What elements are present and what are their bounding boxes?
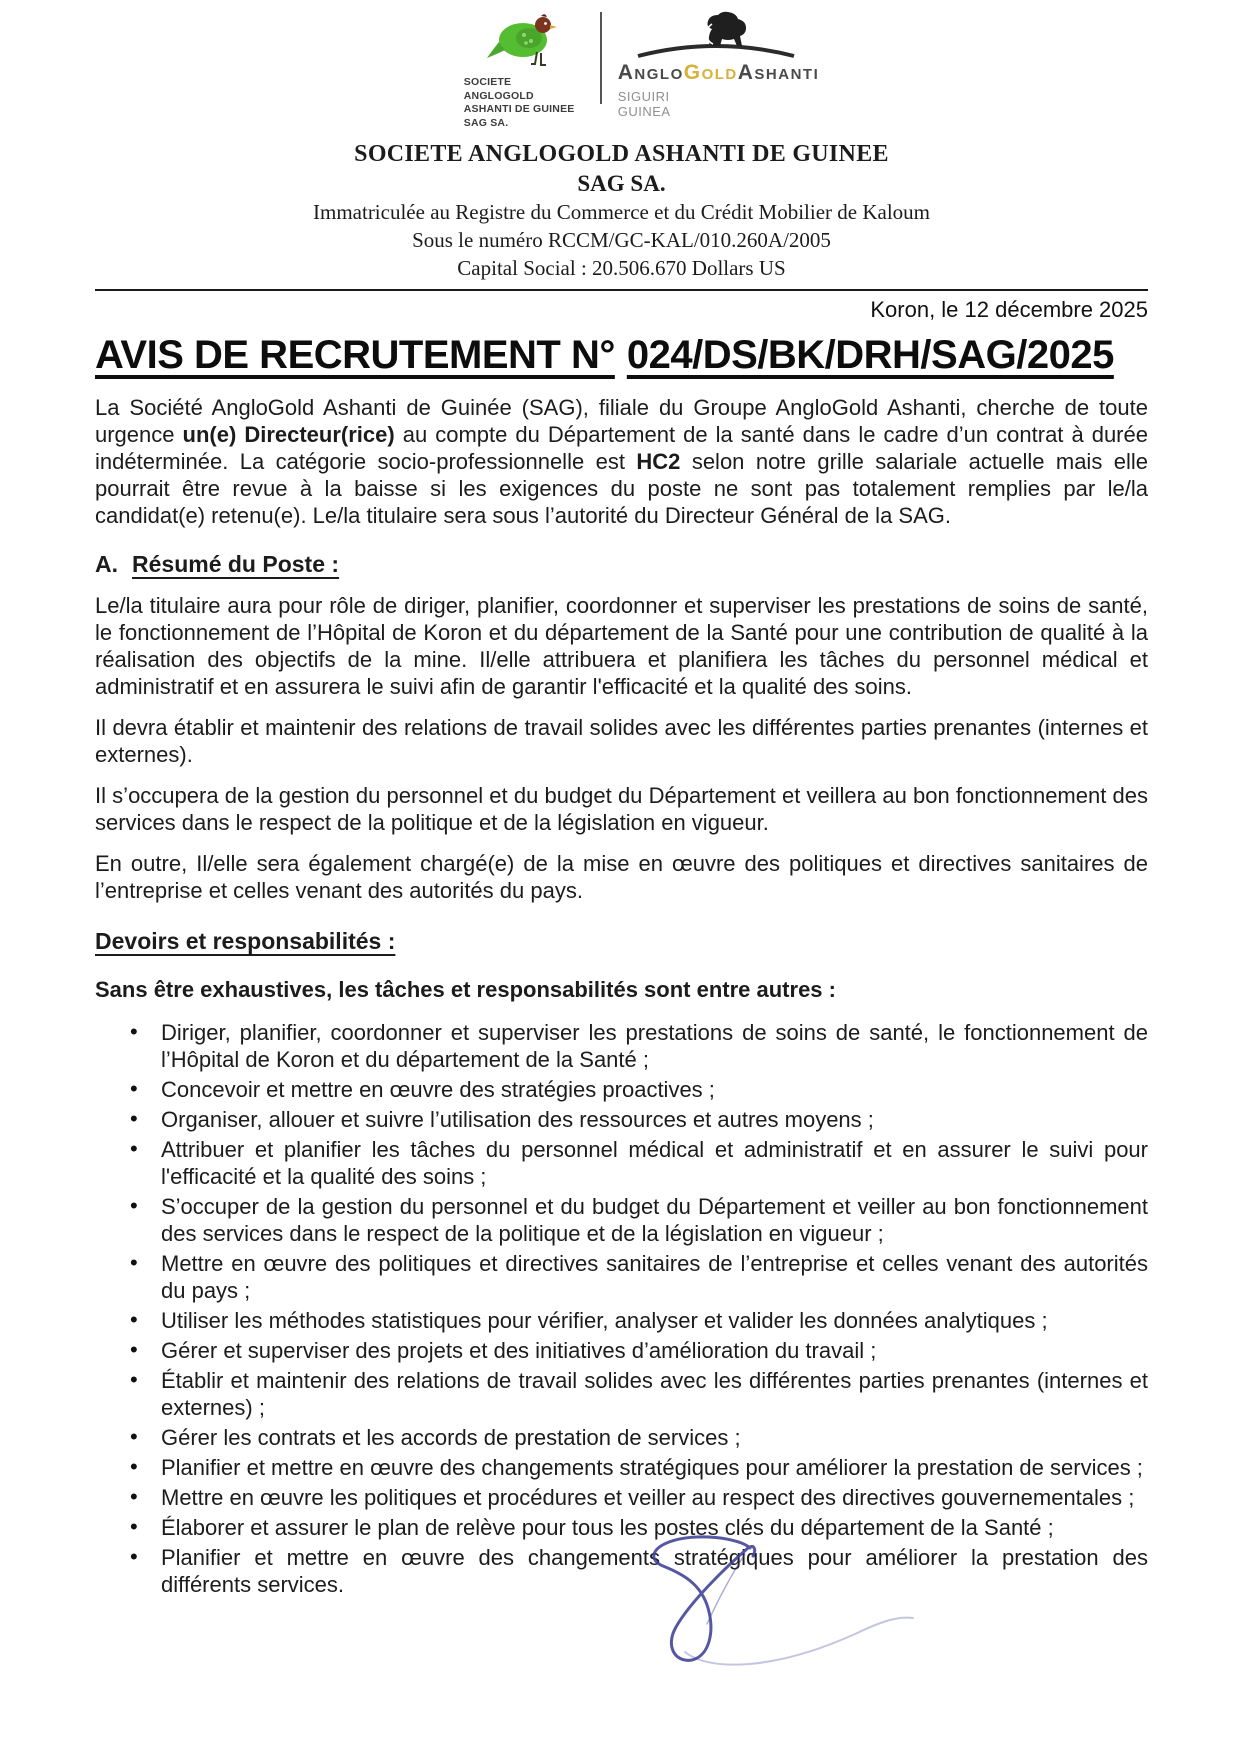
brand-anglo: Anglo <box>617 61 684 84</box>
duty-item: • Établir et maintenir des relations de travail solides avec les différentes parties prenantes (internes et externes) ; <box>161 1367 1148 1421</box>
duties-list <box>95 1019 1148 1598</box>
brand-wordmark <box>618 62 820 83</box>
intro-paragraph <box>95 394 1148 529</box>
sag-logo-caption-line: SOCIETE ANGLOGOLD <box>463 76 534 102</box>
brand-location-line: SIGUIRI <box>617 89 670 104</box>
duty-item: • Organiser, allouer et suivre l’utilisation des ressources et autres moyens ; <box>161 1106 1148 1133</box>
duty-item: • Utiliser les méthodes statistiques pour vérifier, analyser et valider les données analytiques ; <box>161 1307 1148 1334</box>
sag-logo <box>464 8 584 131</box>
intro-seg: La Société AngloGold Ashanti de Guinée (SAG), filiale du Groupe AngloGold Ashanti, cherche de toute urgence <box>95 394 1148 447</box>
company-short-name: SAG SA. <box>577 170 666 196</box>
sag-logo-caption-line: SAG SA. <box>463 116 509 129</box>
brand-location-line: GUINEA <box>617 103 671 119</box>
signature <box>545 1532 945 1687</box>
duty-item: • Planifier et mettre en œuvre des changements stratégiques pour améliorer la prestation des différents services. <box>161 1544 1148 1598</box>
section-a-heading <box>95 551 1148 578</box>
summary-paragraph-4: En outre, Il/elle sera également chargé(e) de la mise en œuvre des politiques et directives sanitaires de l’entreprise et celles venant des autorités du pays. <box>95 850 1148 903</box>
company-name: SOCIETE ANGLOGOLD ASHANTI DE GUINEE <box>354 140 889 167</box>
sag-logo-caption-line: ASHANTI DE GUINEE <box>463 103 575 116</box>
intro-bold-role: un(e) Directeur(rice) <box>182 421 395 447</box>
duty-item: • Diriger, planifier, coordonner et superviser les prestations de soins de santé, le fonctionnement de l’Hôpital de Koron et du département de la Santé ; <box>161 1019 1148 1073</box>
duty-item: • Élaborer et assurer le plan de relève pour tous les postes clés du département de la Santé ; <box>161 1514 1148 1541</box>
signature-icon <box>545 1532 945 1682</box>
anglogold-ashanti-logo <box>618 8 820 120</box>
duty-item: • Concevoir et mettre en œuvre des stratégies proactives ; <box>161 1076 1148 1103</box>
duty-item: • Attribuer et planifier les tâches du personnel médical et administratif et en assurer le suivi pour l'efficacité et la qualité des soins ; <box>161 1136 1148 1190</box>
intro-seg: selon notre grille salariale actuelle mais elle pourrait être revue à la baisse si les exigences du poste ne sont pas totalement remplies par le/la candidat(e) retenu(e). Le/la titulaire sera sous l’autorité du Directeur Général de la SAG. <box>95 448 1148 528</box>
letterhead-logos <box>135 8 1148 131</box>
brand-ashanti: Ashanti <box>737 61 820 84</box>
logo-divider <box>600 12 602 104</box>
duty-item: • Mettre en œuvre des politiques et directives sanitaires de l’entreprise et celles venant des autorités du pays ; <box>161 1250 1148 1304</box>
brand-gold: Gold <box>683 61 738 84</box>
title-part2: 024/DS/BK/DRH/SAG/2025 <box>626 332 1114 377</box>
date-line: Koron, le 12 décembre 2025 <box>870 296 1148 322</box>
intro-seg: au compte du Département de la santé dans le cadre d’un contrat à durée indéterminée. La catégorie socio-professionnelle est <box>95 421 1148 474</box>
company-header <box>95 141 1148 281</box>
intro-bold-grade: HC2 <box>636 448 681 474</box>
duty-item: • Planifier et mettre en œuvre des changements stratégiques pour améliorer la prestation de services ; <box>161 1454 1148 1481</box>
summary-paragraph-2: Il devra établir et maintenir des relations de travail solides avec les différentes parties prenantes (internes et externes). <box>95 714 1148 767</box>
section-a-title: Résumé du Poste : <box>132 550 340 577</box>
elephant-icon <box>632 10 800 60</box>
duties-intro: Sans être exhaustives, les tâches et responsabilités sont entre autres : <box>95 976 836 1002</box>
capital-line: Capital Social : 20.506.670 Dollars US <box>457 255 786 280</box>
green-bird-icon <box>479 8 569 74</box>
registration-line: Immatriculée au Registre du Commerce et du Crédit Mobilier de Kaloum <box>313 199 930 224</box>
duty-item: • Mettre en œuvre les politiques et procédures et veiller au respect des directives gouvernementales ; <box>161 1484 1148 1511</box>
registration-number: Sous le numéro RCCM/GC-KAL/010.260A/2005 <box>412 227 831 252</box>
summary-paragraph-1: Le/la titulaire aura pour rôle de diriger, planifier, coordonner et superviser les prestations de soins de santé, le fonctionnement de l’Hôpital de Koron et du département de la Santé pour une contribution de qualité à la réalisation des objectifs de la mine. Il/elle attribuera et planifiera les tâches du personnel médical et administratif et en assurera le suivi afin de garantir l'efficacité et la qualité des soins. <box>95 592 1148 699</box>
duty-item: • S’occuper de la gestion du personnel et du budget du Département et veiller au bon fonctionnement des services dans le respect de la politique et de la législation en vigueur ; <box>161 1193 1148 1247</box>
duty-item: • Gérer et superviser des projets et des initiatives d’amélioration du travail ; <box>161 1337 1148 1364</box>
section-a-label: A. <box>95 550 118 577</box>
document-title <box>95 333 1148 378</box>
header-rule <box>95 289 1148 291</box>
summary-paragraph-3: Il s’occupera de la gestion du personnel et du budget du Département et veillera au bon fonctionnement des services dans le respect de la politique et de la législation en vigueur. <box>95 782 1148 835</box>
title-part1: AVIS DE RECRUTEMENT N° <box>95 332 615 377</box>
duty-item: • Gérer les contrats et les accords de prestation de services ; <box>161 1424 1148 1451</box>
duties-heading: Devoirs et responsabilités : <box>95 927 396 954</box>
